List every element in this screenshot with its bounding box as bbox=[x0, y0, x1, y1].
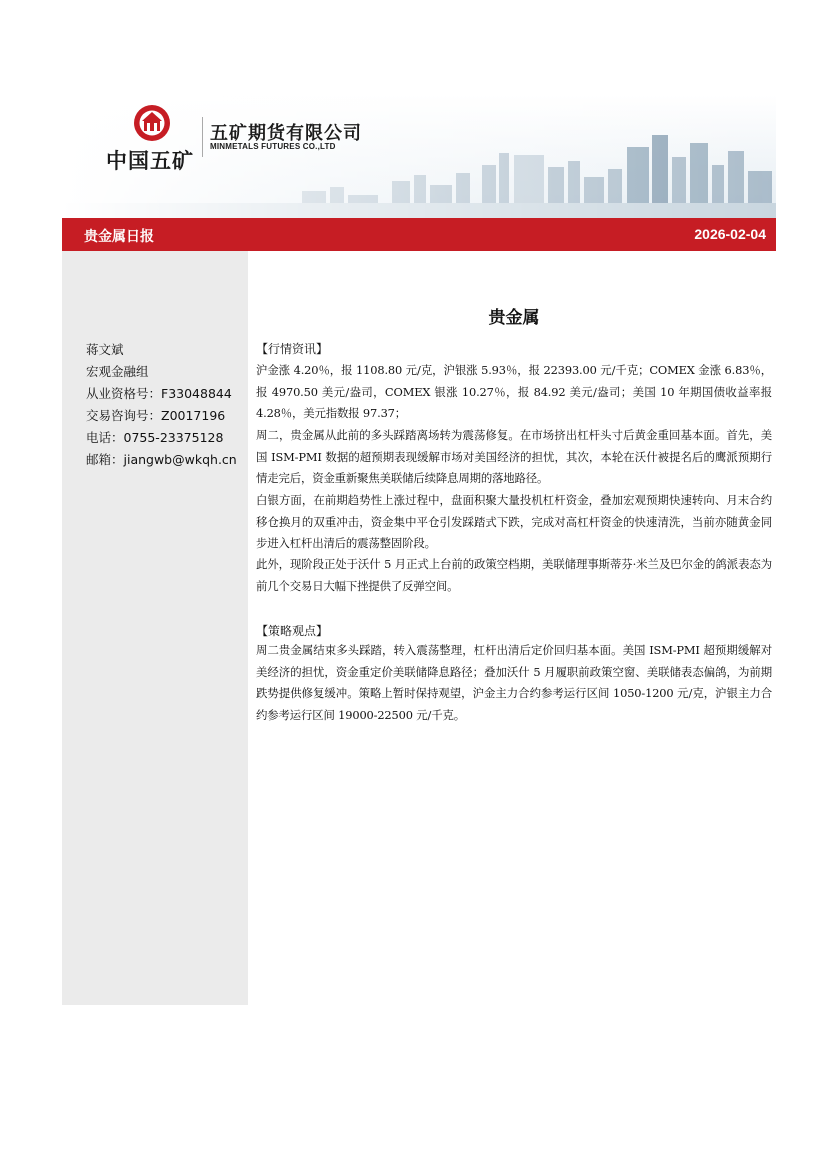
minmetals-emblem-icon bbox=[132, 103, 172, 143]
report-title-bar bbox=[62, 218, 776, 251]
analyst-sidebar bbox=[62, 251, 248, 1005]
analyst-phone: 电话：0755-23375128 bbox=[86, 430, 224, 445]
analyst-email[interactable]: 邮箱：jiangwb@wkqh.cn bbox=[86, 452, 237, 467]
paragraph: 周二，贵金属从此前的多头踩踏离场转为震荡修复。在市场挤出杠杆头寸后黄金重回基本面。首先，美国 ISM-PMI 数据的超预期表现缓解市场对美国经济的担忧，其次，本轮在沃什被提名后的鹰派预期行情走完后，资金重新聚焦美联储后续降息周期的落地路径。 bbox=[256, 428, 772, 486]
analyst-group: 宏观金融组 bbox=[86, 364, 149, 379]
paragraph: 此外，现阶段正处于沃什 5 月正式上台前的政策空档期，美联储理事斯蒂芬·米兰及巴尔金的鸽派表态为前几个交易日大幅下挫提供了反弹空间。 bbox=[256, 557, 772, 593]
paragraph: 白银方面，在前期趋势性上涨过程中，盘面积聚大量投机杠杆资金，叠加宏观预期快速转向、月末合约移仓换月的双重冲击，资金集中平仓引发踩踏式下跌，完成对高杠杆资金的快速清洗，当前亦随黄金同步进入杠杆出清后的震荡整固阶段。 bbox=[256, 493, 772, 551]
section-heading-strategy: 【策略观点】 bbox=[256, 624, 329, 638]
report-date: 2026-02-04 bbox=[694, 226, 766, 242]
company-name-en: MINMETALS FUTURES CO.,LTD bbox=[210, 142, 336, 151]
analyst-qualification: 从业资格号：F33048844 bbox=[86, 386, 232, 401]
paragraph: 周二贵金属结束多头踩踏，转入震荡整理，杠杆出清后定价回归基本面。美国 ISM-PMI 超预期缓解对美经济的担忧，资金重定价美联储降息路径；叠加沃什 5 月履职前政策空窗、美联储表态偏鸽，为前期跌势提供修复缓冲。策略上暂时保持观望，沪金主力合约参考运行区间 1050-1200 元/克，沪银主力合约参考运行区间 19000-22500 元/千克。 bbox=[256, 643, 772, 722]
page-title: 贵金属 bbox=[488, 308, 540, 328]
analyst-name: 蒋文斌 bbox=[86, 342, 124, 357]
company-name-cn: 五矿期货有限公司 bbox=[210, 123, 362, 144]
report-header bbox=[62, 95, 776, 220]
analyst-consult-number: 交易咨询号：Z0017196 bbox=[86, 408, 226, 423]
logo-divider bbox=[202, 117, 203, 157]
section-heading-market-news: 【行情资讯】 bbox=[256, 342, 329, 356]
paragraph: 沪金涨 4.20％，报 1108.80 元/克，沪银涨 5.93％，报 22393.00 元/千克；COMEX 金涨 6.83％，报 4970.50 美元/盎司，COMEX 银涨 10.27％，报 84.92 美元/盎司；美国 10 年期国债收益率报 4.28％，美元指数报 97.37； bbox=[256, 363, 772, 421]
report-name: 贵金属日报 bbox=[84, 229, 154, 245]
group-logo-text: 中国五矿 bbox=[106, 149, 194, 173]
